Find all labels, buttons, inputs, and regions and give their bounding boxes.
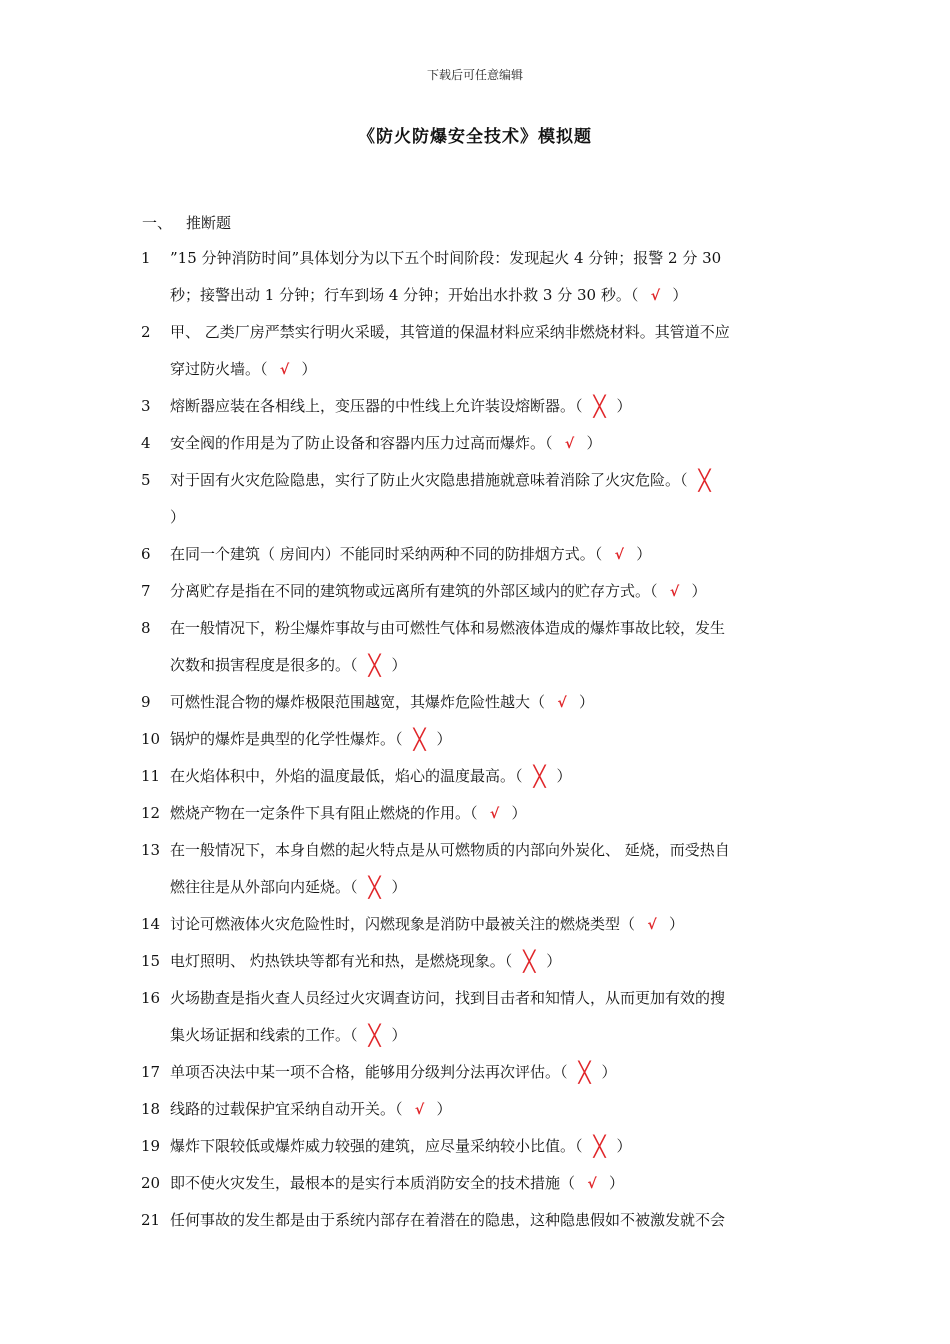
question-text-segment: 在火焰体积中，外焰的温度最低，焰心的温度最高。（ bbox=[170, 767, 523, 785]
cross-mark-icon: ╳ bbox=[413, 727, 426, 751]
question-number: 20 bbox=[141, 1174, 161, 1192]
question-text bbox=[170, 536, 651, 574]
answer-close-paren: ） bbox=[546, 952, 562, 970]
question-line bbox=[0, 1091, 950, 1128]
question-number: 11 bbox=[141, 767, 161, 785]
question-text bbox=[170, 610, 725, 647]
question-item bbox=[0, 721, 950, 758]
question-line bbox=[0, 906, 950, 943]
question-number: 15 bbox=[141, 952, 161, 970]
question-text bbox=[170, 684, 594, 722]
question-item bbox=[0, 536, 950, 573]
answer-close-paren: ） bbox=[556, 767, 572, 785]
question-line bbox=[0, 1017, 950, 1054]
question-text-segment: 甲、 乙类厂房严禁实行明火采暖，其管道的保温材料应采纳非燃烧材料。其管道不应 bbox=[170, 323, 730, 341]
question-text-segment: 集火场证据和线索的工作。（ bbox=[170, 1026, 358, 1044]
question-number: 13 bbox=[141, 841, 161, 859]
question-text bbox=[170, 462, 722, 499]
question-number: 6 bbox=[141, 545, 151, 563]
question-text-segment: 火场勘查是指火查人员经过火灾调查访问，找到目击者和知情人，从而更加有效的搜 bbox=[170, 989, 726, 1007]
question-item bbox=[0, 980, 950, 1054]
question-text bbox=[170, 758, 572, 795]
answer-close-paren: ） bbox=[301, 360, 317, 378]
question-number: 12 bbox=[141, 804, 161, 822]
question-text-segment: 锅炉的爆炸是典型的化学性爆炸。（ bbox=[170, 730, 403, 748]
question-line bbox=[0, 684, 950, 721]
answer-close-paren: ） bbox=[669, 915, 685, 933]
question-line bbox=[0, 1128, 950, 1165]
question-text-segment: 熔断器应装在各相线上，变压器的中性线上允许装设熔断器。（ bbox=[170, 397, 583, 415]
cross-mark-icon: ╳ bbox=[593, 1134, 606, 1158]
question-text bbox=[170, 647, 407, 684]
question-item bbox=[0, 1091, 950, 1128]
check-mark-icon: √ bbox=[557, 695, 567, 711]
question-line bbox=[0, 240, 950, 277]
question-line bbox=[0, 758, 950, 795]
check-mark-icon: √ bbox=[489, 806, 500, 822]
question-text-segment: 燃烧产物在一定条件下具有阻止燃烧的作用。（ bbox=[170, 804, 478, 822]
question-text bbox=[170, 499, 185, 536]
answer-close-paren: ） bbox=[436, 1100, 452, 1118]
question-text bbox=[170, 906, 684, 944]
answer-close-paren: ） bbox=[691, 582, 707, 600]
answer-close-paren: ） bbox=[616, 1137, 632, 1155]
question-text-segment: 线路的过载保护宜采纳自动开关。（ bbox=[170, 1100, 403, 1118]
question-item bbox=[0, 314, 950, 388]
question-item bbox=[0, 240, 950, 314]
question-number: 4 bbox=[141, 434, 151, 452]
question-line bbox=[0, 1202, 950, 1239]
question-text bbox=[170, 240, 721, 277]
check-mark-icon: √ bbox=[669, 584, 680, 600]
question-text-segment: 电灯照明、 灼热铁块等都有光和热，是燃烧现象。（ bbox=[170, 952, 513, 970]
question-item bbox=[0, 832, 950, 906]
check-mark-icon: √ bbox=[564, 436, 575, 452]
question-text-segment: 安全阀的作用是为了防止设备和容器内压力过高而爆炸。（ bbox=[170, 434, 553, 452]
check-mark-icon: √ bbox=[650, 288, 661, 304]
question-item bbox=[0, 573, 950, 610]
answer-close-paren: ） bbox=[391, 656, 407, 674]
question-text-segment: 穿过防火墙。（ bbox=[170, 360, 268, 378]
answer-close-paren: ） bbox=[391, 878, 407, 896]
question-text bbox=[170, 1128, 632, 1165]
question-line bbox=[0, 943, 950, 980]
question-item bbox=[0, 1165, 950, 1202]
question-text-segment: 讨论可燃液体火灾危险性时，闪燃现象是消防中最被关注的燃烧类型（ bbox=[170, 915, 636, 933]
page-title: 《防火防爆安全技术》模拟题 bbox=[358, 127, 592, 147]
question-line bbox=[0, 647, 950, 684]
question-number: 14 bbox=[141, 915, 161, 933]
question-number: 19 bbox=[141, 1137, 161, 1155]
answer-close-paren: ） bbox=[636, 545, 652, 563]
question-number: 7 bbox=[141, 582, 151, 600]
question-text bbox=[170, 277, 687, 315]
question-text-segment: 即不使火灾发生，最根本的是实行本质消防安全的技术措施（ bbox=[170, 1174, 576, 1192]
question-number: 9 bbox=[141, 693, 151, 711]
question-line bbox=[0, 536, 950, 573]
answer-close-paren: ） bbox=[511, 804, 527, 822]
header-note: 下载后可任意编辑 bbox=[426, 68, 523, 82]
cross-mark-icon: ╳ bbox=[368, 653, 381, 677]
question-text bbox=[170, 314, 730, 351]
question-text bbox=[170, 1165, 624, 1203]
cross-mark-icon: ╳ bbox=[533, 764, 546, 788]
cross-mark-icon: ╳ bbox=[578, 1060, 591, 1084]
question-text bbox=[170, 832, 730, 869]
question-text bbox=[170, 1017, 407, 1054]
question-item bbox=[0, 425, 950, 462]
check-mark-icon: √ bbox=[614, 547, 624, 563]
question-number: 5 bbox=[141, 471, 151, 489]
section-number: 一、 bbox=[142, 214, 173, 232]
question-item bbox=[0, 462, 950, 536]
question-text bbox=[170, 1202, 725, 1239]
question-text-segment: 秒；接警出动 1 分钟；行车到场 4 分钟；开始出水扑救 3 分 30 秒。（ bbox=[170, 286, 639, 304]
question-number: 1 bbox=[141, 249, 151, 267]
question-number: 21 bbox=[141, 1211, 161, 1229]
check-mark-icon: √ bbox=[414, 1102, 425, 1118]
question-text-segment: 任何事故的发生都是由于系统内部存在着潜在的隐患，这种隐患假如不被激发就不会 bbox=[170, 1211, 726, 1229]
question-text-segment: 次数和损害程度是很多的。（ bbox=[170, 656, 358, 674]
question-text-segment: ”15 分钟消防时间”具体划分为以下五个时间阶段：发现起火 4 分钟；报警 2 分 30 bbox=[170, 249, 722, 267]
question-line bbox=[0, 869, 950, 906]
question-item bbox=[0, 906, 950, 943]
question-text bbox=[170, 980, 725, 1017]
cross-mark-icon: ╳ bbox=[368, 875, 381, 899]
question-line bbox=[0, 1054, 950, 1091]
question-text-segment: 在一般情况下，本身自燃的起火特点是从可燃物质的内部向外炭化、 延烧，而受热自 bbox=[170, 841, 730, 859]
check-mark-icon: √ bbox=[647, 917, 657, 933]
question-text-segment: 分离贮存是指在不同的建筑物或远离所有建筑的外部区域内的贮存方式。（ bbox=[170, 582, 658, 600]
question-line bbox=[0, 277, 950, 314]
answer-close-paren: ） bbox=[586, 434, 602, 452]
question-line bbox=[0, 832, 950, 869]
question-item bbox=[0, 1128, 950, 1165]
question-item bbox=[0, 1202, 950, 1239]
question-line bbox=[0, 721, 950, 758]
section-heading bbox=[142, 212, 231, 233]
question-text-segment: 对于固有火灾危险隐患，实行了防止火灾隐患措施就意味着消除了火灾危险。（ bbox=[170, 471, 688, 489]
question-line bbox=[0, 610, 950, 647]
question-list bbox=[0, 240, 950, 1239]
question-number: 2 bbox=[141, 323, 151, 341]
question-line bbox=[0, 425, 950, 462]
question-text-segment: 可燃性混合物的爆炸极限范围越宽，其爆炸危险性越大（ bbox=[170, 693, 546, 711]
check-mark-icon: √ bbox=[587, 1176, 597, 1192]
question-line bbox=[0, 573, 950, 610]
question-text bbox=[170, 943, 561, 980]
answer-close-paren: ） bbox=[391, 1026, 407, 1044]
question-item bbox=[0, 684, 950, 721]
question-line bbox=[0, 499, 950, 536]
answer-close-paren: ） bbox=[170, 508, 186, 526]
question-line bbox=[0, 980, 950, 1017]
question-item bbox=[0, 758, 950, 795]
section-label: 推断题 bbox=[186, 214, 232, 232]
cross-mark-icon: ╳ bbox=[698, 468, 711, 492]
answer-close-paren: ） bbox=[616, 397, 632, 415]
answer-close-paren: ） bbox=[609, 1174, 625, 1192]
question-text-segment: 在一般情况下，粉尘爆炸事故与由可燃性气体和易燃液体造成的爆炸事故比较，发生 bbox=[170, 619, 726, 637]
question-line bbox=[0, 1165, 950, 1202]
question-line bbox=[0, 388, 950, 425]
question-number: 3 bbox=[141, 397, 151, 415]
answer-close-paren: ） bbox=[436, 730, 452, 748]
question-item bbox=[0, 943, 950, 980]
question-line bbox=[0, 314, 950, 351]
question-item bbox=[0, 795, 950, 832]
answer-close-paren: ） bbox=[601, 1063, 617, 1081]
question-number: 17 bbox=[141, 1063, 161, 1081]
question-text-segment: 燃往往是从外部向内延烧。（ bbox=[170, 878, 358, 896]
question-text bbox=[170, 425, 602, 463]
question-text bbox=[170, 869, 407, 906]
question-text bbox=[170, 1054, 617, 1091]
question-text-segment: 在同一个建筑（ 房间内）不能同时采纳两种不同的防排烟方式。（ bbox=[170, 545, 603, 563]
cross-mark-icon: ╳ bbox=[368, 1023, 381, 1047]
question-text bbox=[170, 1091, 452, 1129]
question-number: 18 bbox=[141, 1100, 161, 1118]
question-item bbox=[0, 610, 950, 684]
question-item bbox=[0, 388, 950, 425]
question-text bbox=[170, 388, 632, 425]
question-number: 10 bbox=[141, 730, 161, 748]
question-text bbox=[170, 721, 452, 758]
question-item bbox=[0, 1054, 950, 1091]
question-number: 16 bbox=[141, 989, 161, 1007]
question-text bbox=[170, 351, 317, 389]
question-text-segment: 爆炸下限较低或爆炸威力较强的建筑，应尽量采纳较小比值。（ bbox=[170, 1137, 583, 1155]
check-mark-icon: √ bbox=[279, 362, 290, 378]
question-line bbox=[0, 351, 950, 388]
question-text bbox=[170, 573, 707, 611]
question-text-segment: 单项否决法中某一项不合格，能够用分级判分法再次评估。（ bbox=[170, 1063, 568, 1081]
question-number: 8 bbox=[141, 619, 151, 637]
answer-close-paren: ） bbox=[579, 693, 595, 711]
question-text bbox=[170, 795, 527, 833]
question-line bbox=[0, 462, 950, 499]
answer-close-paren: ） bbox=[672, 286, 688, 304]
question-line bbox=[0, 795, 950, 832]
cross-mark-icon: ╳ bbox=[593, 394, 606, 418]
cross-mark-icon: ╳ bbox=[523, 949, 536, 973]
